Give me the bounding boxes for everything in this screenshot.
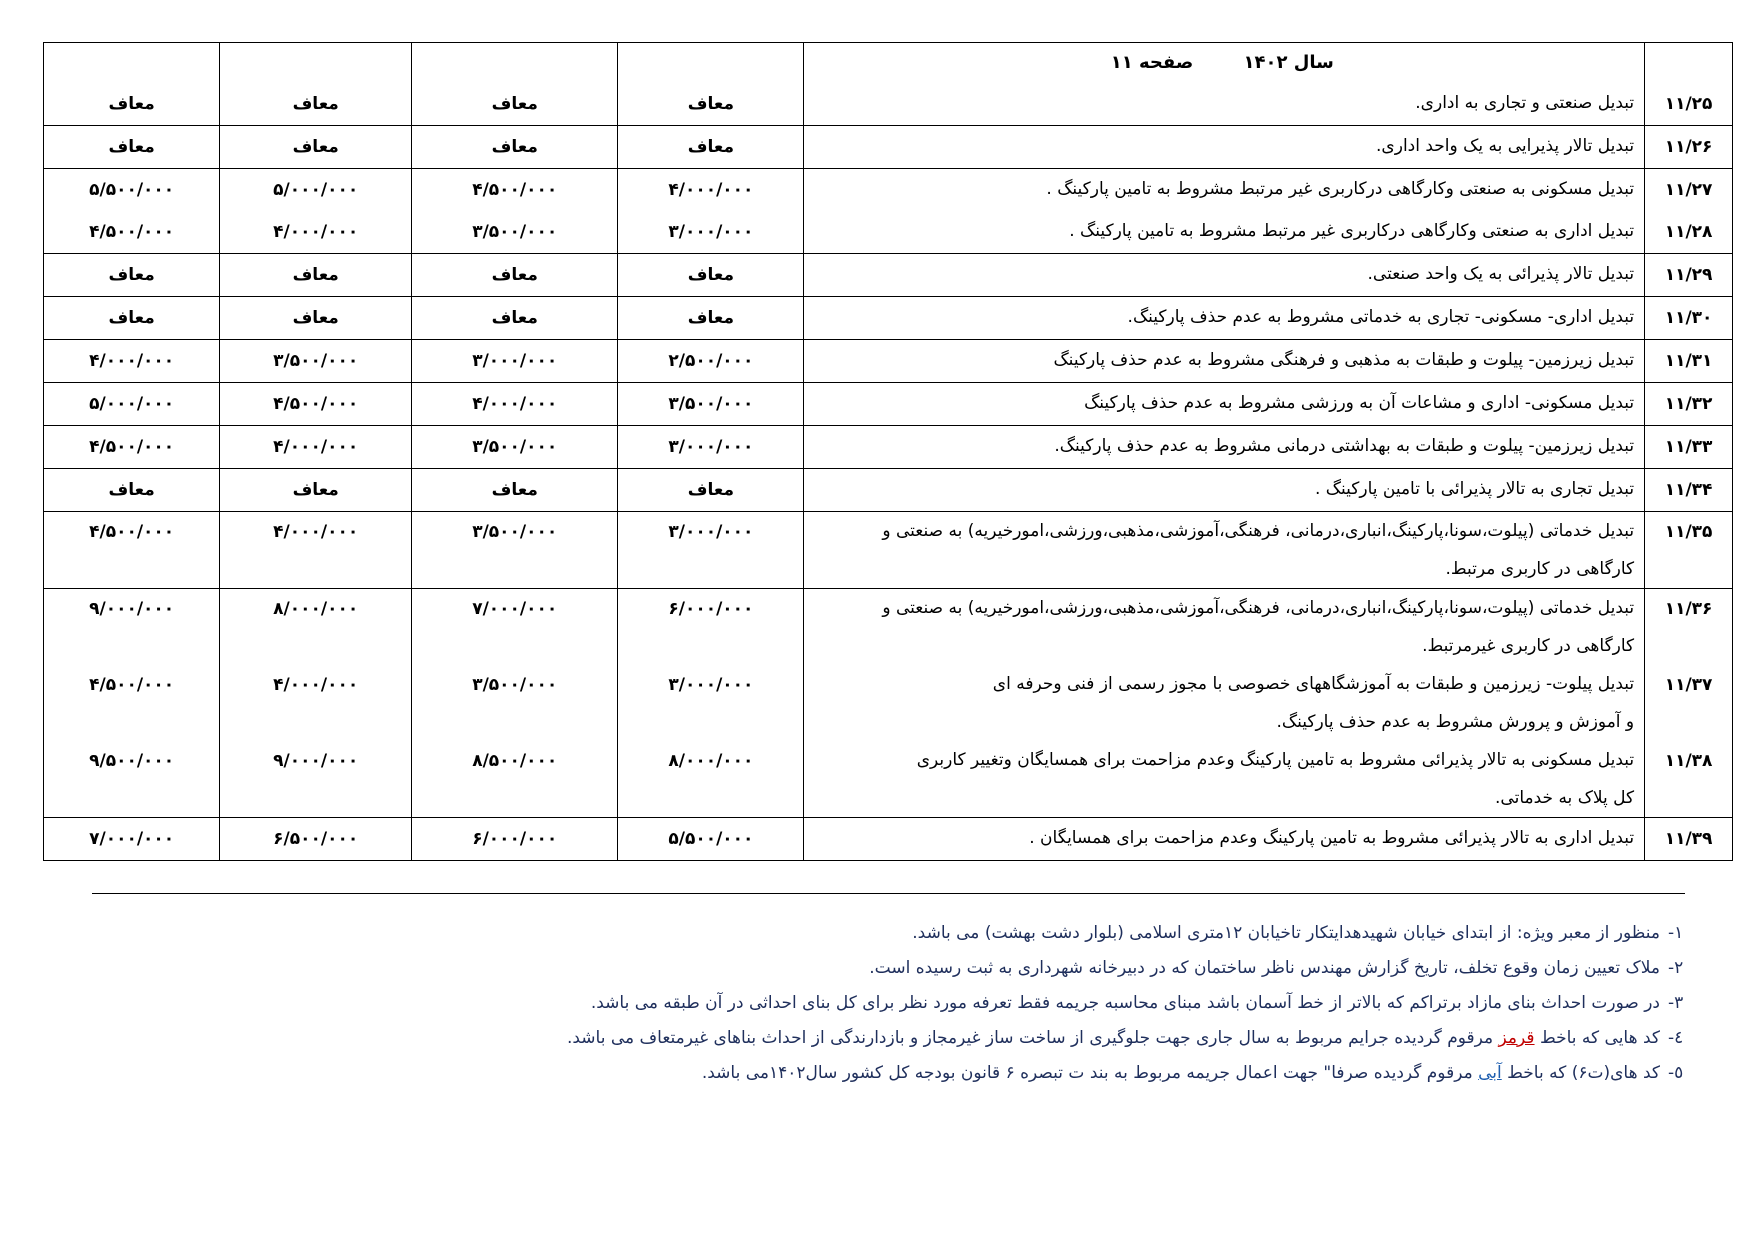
value-cell: [618, 211, 804, 254]
description-cell: [804, 340, 1645, 383]
description-cell: [804, 254, 1645, 297]
value-cell: [618, 43, 804, 126]
description-cell: [804, 383, 1645, 426]
fee-value: معاف: [108, 137, 155, 157]
fee-value: ۳/۰۰۰/۰۰۰: [668, 222, 754, 242]
row-description: تبدیل پیلوت- زیرزمین و طبقات به آموزشگاههای خصوصی با مجوز رسمی از فنی وحرفه ای: [992, 674, 1635, 694]
value-cell: [44, 665, 220, 741]
footnote-number: ۱-: [1668, 923, 1684, 943]
row-description: تبدیل تجاری به تالار پذیرائی با تامین پارکینگ .: [1314, 479, 1635, 499]
fee-value: ۹/۵۰۰/۰۰۰: [89, 751, 175, 771]
footnote-item: [60, 1056, 1710, 1091]
fee-value: معاف: [687, 265, 735, 285]
value-cell: [44, 383, 220, 426]
separator-rule: [92, 893, 1685, 894]
value-cell: [44, 426, 220, 469]
row-description: تبدیل مسکونی به صنعتی وکارگاهی درکاربری غیر مرتبط مشروط به تامین پارکینگ .: [1046, 179, 1635, 199]
row-code: ۱۱/۲۸: [1664, 222, 1713, 242]
fee-value: ۲/۵۰۰/۰۰۰: [668, 351, 754, 371]
footnote-item: [60, 1021, 1710, 1056]
description-cell: [804, 512, 1645, 589]
fee-value: ۵/۵۰۰/۰۰۰: [89, 180, 175, 200]
code-cell: [1645, 469, 1733, 512]
fee-value: ۴/۰۰۰/۰۰۰: [273, 437, 359, 457]
footnote-item: [60, 916, 1710, 951]
table-row: [44, 818, 1733, 861]
fee-value: ۴/۰۰۰/۰۰۰: [273, 522, 359, 542]
fee-value: ۳/۵۰۰/۰۰۰: [273, 351, 359, 371]
fee-value: ۸/۵۰۰/۰۰۰: [472, 751, 558, 771]
description-cell: [804, 741, 1645, 818]
value-cell: [220, 126, 412, 169]
row-description: تبدیل مسکونی- اداری و مشاعات آن به ورزشی مشروط به عدم حذف پارکینگ: [1084, 393, 1635, 413]
code-cell: [1645, 589, 1733, 666]
row-code: ۱۱/۲۵: [1664, 94, 1713, 114]
value-cell: [412, 43, 618, 126]
fee-value: معاف: [292, 480, 339, 500]
value-cell: [412, 126, 618, 169]
value-cell: [44, 512, 220, 589]
value-cell: [220, 589, 412, 666]
row-description: کارگاهی در کاربری مرتبط.: [1445, 559, 1635, 579]
value-cell: [618, 665, 804, 741]
row-description: تبدیل تالار پذیرایی به یک واحد اداری.: [1376, 136, 1635, 156]
value-cell: [220, 43, 412, 126]
table-row: [44, 426, 1733, 469]
value-cell: [618, 254, 804, 297]
value-cell: [220, 297, 412, 340]
value-cell: [220, 211, 412, 254]
row-description: تبدیل زیرزمین- پیلوت و طبقات به مذهبی و فرهنگی مشروط به عدم حذف پارکینگ: [1053, 350, 1635, 370]
code-cell: [1645, 383, 1733, 426]
table-row: [44, 211, 1733, 254]
row-code: ۱۱/۳۶: [1664, 599, 1713, 619]
value-cell: [412, 469, 618, 512]
fee-value: ۳/۵۰۰/۰۰۰: [472, 222, 558, 242]
description-cell: [804, 665, 1645, 741]
fee-value: ۸/۰۰۰/۰۰۰: [668, 751, 754, 771]
value-cell: [412, 741, 618, 818]
table-row: [44, 43, 1733, 126]
fee-value: معاف: [292, 137, 339, 157]
row-description: کل پلاک به خدماتی.: [1495, 788, 1635, 808]
value-cell: [220, 254, 412, 297]
description-cell: [804, 169, 1645, 212]
value-cell: [412, 383, 618, 426]
code-cell: [1645, 426, 1733, 469]
value-cell: [412, 426, 618, 469]
table-row: [44, 254, 1733, 297]
code-cell: [1645, 297, 1733, 340]
fee-value: ۹/۰۰۰/۰۰۰: [273, 751, 359, 771]
fee-value: معاف: [687, 137, 735, 157]
value-cell: [618, 512, 804, 589]
value-cell: [44, 211, 220, 254]
table-row: [44, 589, 1733, 666]
fee-value: ۵/۵۰۰/۰۰۰: [668, 829, 754, 849]
value-cell: [44, 469, 220, 512]
fee-value: ۳/۰۰۰/۰۰۰: [472, 351, 558, 371]
value-cell: [220, 169, 412, 212]
code-cell: [1645, 665, 1733, 741]
value-cell: [618, 340, 804, 383]
fee-value: ۳/۵۰۰/۰۰۰: [472, 675, 558, 695]
fee-value: معاف: [292, 94, 339, 114]
row-code: ۱۱/۳۷: [1664, 675, 1713, 695]
value-cell: [220, 818, 412, 861]
fee-table-body: [44, 43, 1733, 861]
fee-value: ۵/۰۰۰/۰۰۰: [89, 394, 175, 414]
footnote-text: در صورت احداث بنای مازاد برتراکم که بالاتر از خط آسمان باشد مبنای محاسبه جریمه فقط تعرفه مورد نظر برای کل بنای احداثی در آن طبقه می باشد.: [590, 993, 1660, 1013]
footnote-item: [60, 951, 1710, 986]
fee-value: معاف: [491, 308, 538, 328]
value-cell: [44, 340, 220, 383]
footnote-number: ٥-: [1668, 1063, 1684, 1083]
value-cell: [44, 741, 220, 818]
fee-value: ۴/۵۰۰/۰۰۰: [472, 180, 558, 200]
fee-value: معاف: [108, 308, 155, 328]
value-cell: [44, 297, 220, 340]
table-row: [44, 469, 1733, 512]
code-cell: [1645, 512, 1733, 589]
value-cell: [44, 818, 220, 861]
fee-value: معاف: [108, 265, 155, 285]
value-cell: [44, 589, 220, 666]
fee-value: ۳/۵۰۰/۰۰۰: [668, 394, 754, 414]
value-cell: [618, 469, 804, 512]
value-cell: [412, 169, 618, 212]
row-code: ۱۱/۳۹: [1664, 829, 1713, 849]
footnote-text: مرقوم گردیده صرفا" جهت اعمال جریمه مربوط به بند ت تبصره ۶ قانون بودجه کل کشور سال۱۴۰۲می باشد.: [701, 1063, 1479, 1083]
row-code: ۱۱/۳۵: [1664, 522, 1713, 542]
fee-value: ۹/۰۰۰/۰۰۰: [89, 599, 175, 619]
value-cell: [412, 340, 618, 383]
value-cell: [220, 426, 412, 469]
fee-value: معاف: [491, 94, 538, 114]
table-row: [44, 126, 1733, 169]
fee-value: ۳/۰۰۰/۰۰۰: [668, 675, 754, 695]
value-cell: [220, 512, 412, 589]
code-cell: [1645, 818, 1733, 861]
value-cell: [618, 741, 804, 818]
code-cell: [1645, 741, 1733, 818]
description-cell: [804, 297, 1645, 340]
page-number-label: صفحه ۱۱: [1110, 52, 1194, 73]
value-cell: [618, 426, 804, 469]
value-cell: [618, 589, 804, 666]
description-cell: [804, 818, 1645, 861]
fee-value: معاف: [687, 94, 735, 114]
value-cell: [618, 169, 804, 212]
fee-value: ۸/۰۰۰/۰۰۰: [273, 599, 359, 619]
value-cell: [618, 383, 804, 426]
fee-value: ۴/۵۰۰/۰۰۰: [89, 222, 175, 242]
description-cell: [804, 469, 1645, 512]
footnote-text: منظور از معبر ویژه: از ابتدای خیابان شهیدهدایتکار تاخیابان ۱۲متری اسلامی (بلوار دشت بهشت) می باشد.: [912, 923, 1660, 943]
value-cell: [220, 665, 412, 741]
footnote-number: ۲-: [1668, 958, 1684, 978]
row-code: ۱۱/۳۲: [1664, 394, 1713, 414]
code-cell: [1645, 43, 1733, 126]
description-cell: [804, 426, 1645, 469]
value-cell: [44, 169, 220, 212]
value-cell: [220, 741, 412, 818]
fee-value: ۴/۰۰۰/۰۰۰: [273, 675, 359, 695]
fee-value: معاف: [491, 137, 538, 157]
fee-value: ۶/۰۰۰/۰۰۰: [668, 599, 754, 619]
row-description: تبدیل صنعتی و تجاری به اداری.: [1415, 93, 1635, 113]
row-code: ۱۱/۲۹: [1664, 265, 1713, 285]
value-cell: [618, 126, 804, 169]
fee-value: ۴/۰۰۰/۰۰۰: [273, 222, 359, 242]
fee-value: ۴/۰۰۰/۰۰۰: [668, 180, 754, 200]
fee-value: ۴/۰۰۰/۰۰۰: [472, 394, 558, 414]
row-description: تبدیل اداری به تالار پذیرائی مشروط به تامین پارکینگ وعدم مزاحمت برای همسایگان .: [1029, 828, 1635, 848]
row-description: تبدیل خدماتی (پیلوت،سونا،پارکینگ،انباری،درمانی، فرهنگی،آموزشی،مذهبی،ورزشی،امورخیریه) به صنعتی و: [882, 598, 1635, 618]
table-row: [44, 383, 1733, 426]
value-cell: [412, 211, 618, 254]
value-cell: [412, 818, 618, 861]
value-cell: [412, 512, 618, 589]
row-code: ۱۱/۳۸: [1664, 751, 1713, 771]
fee-value: ۷/۰۰۰/۰۰۰: [89, 829, 175, 849]
fee-value: ۷/۰۰۰/۰۰۰: [472, 599, 558, 619]
fee-value: معاف: [687, 308, 735, 328]
description-cell: [804, 43, 1645, 126]
table-row: [44, 169, 1733, 212]
footnotes: [60, 916, 1710, 1091]
footnote-number: ٤-: [1668, 1028, 1684, 1048]
fee-value: معاف: [292, 265, 339, 285]
fee-value: معاف: [491, 265, 538, 285]
value-cell: [44, 254, 220, 297]
code-cell: [1645, 254, 1733, 297]
fee-value: ۴/۵۰۰/۰۰۰: [273, 394, 359, 414]
fee-value: ۳/۵۰۰/۰۰۰: [472, 437, 558, 457]
fee-value: ۶/۵۰۰/۰۰۰: [273, 829, 359, 849]
fee-value: ۳/۰۰۰/۰۰۰: [668, 522, 754, 542]
value-cell: [44, 126, 220, 169]
row-description: تبدیل خدماتی (پیلوت،سونا،پارکینگ،انباری،درمانی، فرهنگی،آموزشی،مذهبی،ورزشی،امورخیریه) به صنعتی و: [882, 521, 1635, 541]
footnote-text: ملاک تعیین زمان وقوع تخلف، تاریخ گزارش مهندس ناظر ساختمان که در دبیرخانه شهرداری به ثبت رسیده است.: [869, 958, 1660, 978]
page-header: [810, 43, 1634, 83]
row-description: تبدیل تالار پذیرائی به یک واحد صنعتی.: [1367, 264, 1635, 284]
code-cell: [1645, 126, 1733, 169]
table-row: [44, 512, 1733, 589]
value-cell: [220, 469, 412, 512]
value-cell: [220, 340, 412, 383]
fee-value: معاف: [108, 480, 155, 500]
code-cell: [1645, 169, 1733, 212]
fee-value: ۶/۰۰۰/۰۰۰: [472, 829, 558, 849]
table-row: [44, 297, 1733, 340]
table-row: [44, 741, 1733, 818]
description-cell: [804, 126, 1645, 169]
row-description: تبدیل اداری- مسکونی- تجاری به خدماتی مشروط به عدم حذف پارکینگ.: [1127, 307, 1635, 327]
row-code: ۱۱/۳۳: [1664, 437, 1713, 457]
row-code: ۱۱/۳۱: [1664, 351, 1713, 371]
fee-value: معاف: [687, 480, 735, 500]
code-cell: [1645, 340, 1733, 383]
value-cell: [412, 297, 618, 340]
row-description: کارگاهی در کاربری غیرمرتبط.: [1422, 636, 1635, 656]
footnote-text: کد هایی که باخط: [1534, 1028, 1660, 1048]
row-code: ۱۱/۲۶: [1664, 137, 1713, 157]
fee-value: ۴/۵۰۰/۰۰۰: [89, 437, 175, 457]
footnote-text: مرقوم گردیده جرایم مربوط به سال جاری جهت جلوگیری از ساخت ساز غیرمجاز و بازدارندگی از احداث بناهای غیرمتعاف می باشد.: [566, 1028, 1499, 1048]
value-cell: [618, 297, 804, 340]
fee-value: معاف: [108, 94, 155, 114]
row-code: ۱۱/۳۴: [1664, 480, 1713, 500]
value-cell: [412, 254, 618, 297]
table-row: [44, 665, 1733, 741]
row-description: تبدیل مسکونی به تالار پذیرائی مشروط به تامین پارکینگ وعدم مزاحمت برای همسایگان وتغییر کاربری: [916, 750, 1635, 770]
code-cell: [1645, 211, 1733, 254]
fee-value: ۳/۰۰۰/۰۰۰: [668, 437, 754, 457]
fee-value: معاف: [491, 480, 538, 500]
blue-color-word: آبی: [1478, 1063, 1502, 1083]
red-color-word: قرمز: [1498, 1028, 1535, 1048]
footnote-item: [60, 986, 1710, 1021]
footnote-number: ۳-: [1668, 993, 1684, 1013]
row-code: ۱۱/۲۷: [1664, 180, 1713, 200]
year-label: سال ۱۴۰۲: [1243, 52, 1334, 73]
fee-value: ۴/۵۰۰/۰۰۰: [89, 522, 175, 542]
row-description: و آموزش و پرورش مشروط به عدم حذف پارکینگ.: [1276, 712, 1635, 732]
row-description: تبدیل زیرزمین- پیلوت و طبقات به بهداشتی درمانی مشروط به عدم حذف پارکینگ.: [1054, 436, 1635, 456]
value-cell: [220, 383, 412, 426]
description-cell: [804, 589, 1645, 666]
fee-value: ۴/۵۰۰/۰۰۰: [89, 675, 175, 695]
fee-value: ۴/۰۰۰/۰۰۰: [89, 351, 175, 371]
value-cell: [44, 43, 220, 126]
table-row: [44, 340, 1733, 383]
value-cell: [412, 589, 618, 666]
fee-value: معاف: [292, 308, 339, 328]
description-cell: [804, 211, 1645, 254]
row-description: تبدیل اداری به صنعتی وکارگاهی درکاربری غیر مرتبط مشروط به تامین پارکینگ .: [1069, 221, 1635, 241]
value-cell: [618, 818, 804, 861]
footnote-text: کد های(ت۶) که باخط: [1501, 1063, 1660, 1083]
fee-table: [43, 42, 1733, 861]
fee-value: ۵/۰۰۰/۰۰۰: [273, 180, 359, 200]
value-cell: [412, 665, 618, 741]
row-code: ۱۱/۳۰: [1664, 308, 1713, 328]
fee-value: ۳/۵۰۰/۰۰۰: [472, 522, 558, 542]
